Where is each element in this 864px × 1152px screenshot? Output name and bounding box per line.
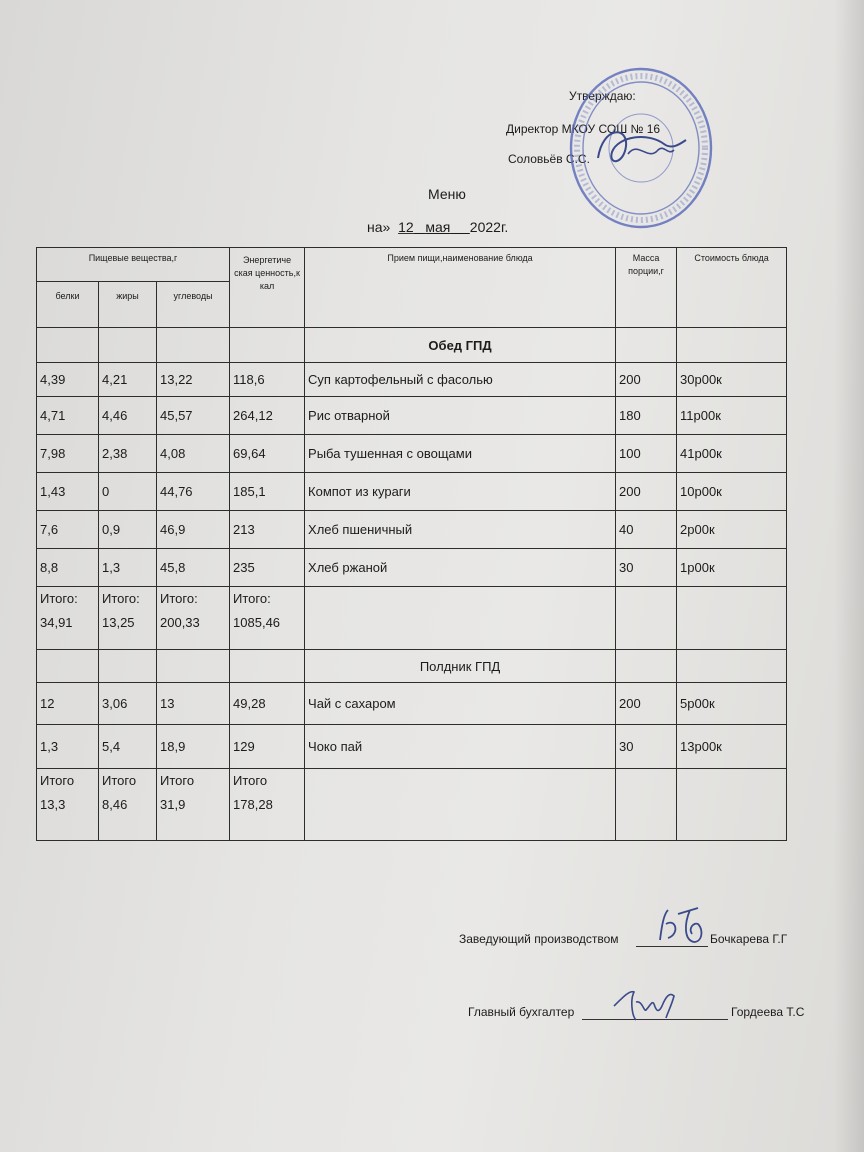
production-head-name: Бочкарева Г.Г bbox=[710, 932, 788, 946]
cell-mass: 200 bbox=[616, 473, 677, 511]
cell-price: 5р00к bbox=[677, 683, 787, 725]
section-title-snack: Полдник ГПД bbox=[305, 650, 616, 683]
table-row bbox=[37, 683, 787, 725]
cell-mass: 180 bbox=[616, 397, 677, 435]
cell-dish: Хлеб пшеничный bbox=[305, 511, 616, 549]
table-header-row bbox=[37, 248, 787, 282]
cell-price: 11р00к bbox=[677, 397, 787, 435]
cell-carbs: 13 bbox=[157, 683, 230, 725]
cell-protein: 1,3 bbox=[37, 725, 99, 769]
cell-protein: 4,71 bbox=[37, 397, 99, 435]
cell-mass: 30 bbox=[616, 725, 677, 769]
cell-price: 2р00к bbox=[677, 511, 787, 549]
menu-date bbox=[367, 219, 508, 235]
cell-protein: 12 bbox=[37, 683, 99, 725]
date-month: мая bbox=[425, 219, 451, 235]
cell-energy: 264,12 bbox=[230, 397, 305, 435]
cell-price: 30р00к bbox=[677, 363, 787, 397]
approve-label: Утверждаю: bbox=[569, 89, 636, 103]
menu-table bbox=[36, 247, 787, 841]
director-name: Соловьёв С.С. bbox=[508, 152, 590, 166]
cell-carbs: 4,08 bbox=[157, 435, 230, 473]
header-energy: Энергетиче ская ценность,к кал bbox=[230, 248, 305, 328]
cell-energy: 129 bbox=[230, 725, 305, 769]
table-row bbox=[37, 473, 787, 511]
section-title-lunch: Обед ГПД bbox=[305, 328, 616, 363]
cell-dish: Чоко пай bbox=[305, 725, 616, 769]
cell-energy: 69,64 bbox=[230, 435, 305, 473]
cell-energy: 49,28 bbox=[230, 683, 305, 725]
cell-fat: 0,9 bbox=[99, 511, 157, 549]
accountant-name: Гордеева Т.С bbox=[731, 1005, 805, 1019]
date-prefix: на» bbox=[367, 219, 391, 235]
cell-mass: 30 bbox=[616, 549, 677, 587]
date-day: 12 bbox=[398, 219, 414, 235]
header-price: Стоимость блюда bbox=[677, 248, 787, 328]
cell-price: 41р00к bbox=[677, 435, 787, 473]
table-row bbox=[37, 725, 787, 769]
cell-price: 13р00к bbox=[677, 725, 787, 769]
header-nutrients: Пищевые вещества,г bbox=[37, 248, 230, 282]
cell-fat: 5,4 bbox=[99, 725, 157, 769]
cell-carbs: 13,22 bbox=[157, 363, 230, 397]
director-title: Директор МКОУ СОШ № 16 bbox=[506, 122, 661, 136]
total-carbs: Итого 31,9 bbox=[157, 769, 230, 841]
cell-fat: 1,3 bbox=[99, 549, 157, 587]
cell-fat: 3,06 bbox=[99, 683, 157, 725]
cell-protein: 4,39 bbox=[37, 363, 99, 397]
cell-mass: 40 bbox=[616, 511, 677, 549]
cell-dish: Суп картофельный с фасолью bbox=[305, 363, 616, 397]
cell-dish: Чай с сахаром bbox=[305, 683, 616, 725]
total-carbs: Итого: 200,33 bbox=[157, 587, 230, 650]
cell-mass: 100 bbox=[616, 435, 677, 473]
cell-fat: 0 bbox=[99, 473, 157, 511]
header-carbs: углеводы bbox=[157, 282, 230, 328]
official-stamp bbox=[568, 66, 714, 230]
cell-carbs: 45,57 bbox=[157, 397, 230, 435]
header-fat: жиры bbox=[99, 282, 157, 328]
cell-carbs: 46,9 bbox=[157, 511, 230, 549]
cell-energy: 185,1 bbox=[230, 473, 305, 511]
total-row bbox=[37, 769, 787, 841]
cell-carbs: 45,8 bbox=[157, 549, 230, 587]
cell-protein: 1,43 bbox=[37, 473, 99, 511]
signature-production bbox=[654, 904, 710, 948]
table-row bbox=[37, 397, 787, 435]
date-year: 2022г. bbox=[469, 219, 509, 235]
total-fat: Итого 8,46 bbox=[99, 769, 157, 841]
cell-fat: 2,38 bbox=[99, 435, 157, 473]
cell-dish: Рис отварной bbox=[305, 397, 616, 435]
cell-mass: 200 bbox=[616, 363, 677, 397]
production-head-title: Заведующий производством bbox=[459, 932, 619, 946]
table-row bbox=[37, 435, 787, 473]
accountant-title: Главный бухгалтер bbox=[468, 1005, 575, 1019]
cell-energy: 235 bbox=[230, 549, 305, 587]
cell-carbs: 44,76 bbox=[157, 473, 230, 511]
cell-dish: Рыба тушенная с овощами bbox=[305, 435, 616, 473]
total-protein: Итого 13,3 bbox=[37, 769, 99, 841]
cell-protein: 8,8 bbox=[37, 549, 99, 587]
signature-accountant bbox=[610, 986, 690, 1024]
cell-carbs: 18,9 bbox=[157, 725, 230, 769]
header-mass: Масса порции,г bbox=[616, 248, 677, 328]
total-protein: Итого: 34,91 bbox=[37, 587, 99, 650]
table-row bbox=[37, 511, 787, 549]
total-energy: Итого 178,28 bbox=[230, 769, 305, 841]
cell-price: 1р00к bbox=[677, 549, 787, 587]
cell-dish: Хлеб ржаной bbox=[305, 549, 616, 587]
cell-dish: Компот из кураги bbox=[305, 473, 616, 511]
cell-energy: 118,6 bbox=[230, 363, 305, 397]
header-protein: белки bbox=[37, 282, 99, 328]
header-dish: Прием пищи,наименование блюда bbox=[305, 248, 616, 328]
cell-protein: 7,6 bbox=[37, 511, 99, 549]
cell-fat: 4,46 bbox=[99, 397, 157, 435]
total-fat: Итого: 13,25 bbox=[99, 587, 157, 650]
cell-protein: 7,98 bbox=[37, 435, 99, 473]
table-row bbox=[37, 549, 787, 587]
cell-fat: 4,21 bbox=[99, 363, 157, 397]
cell-mass: 200 bbox=[616, 683, 677, 725]
table-row bbox=[37, 363, 787, 397]
cell-energy: 213 bbox=[230, 511, 305, 549]
total-energy: Итого: 1085,46 bbox=[230, 587, 305, 650]
section-row bbox=[37, 650, 787, 683]
menu-title: Меню bbox=[428, 186, 466, 202]
total-row bbox=[37, 587, 787, 650]
cell-price: 10р00к bbox=[677, 473, 787, 511]
section-row bbox=[37, 328, 787, 363]
